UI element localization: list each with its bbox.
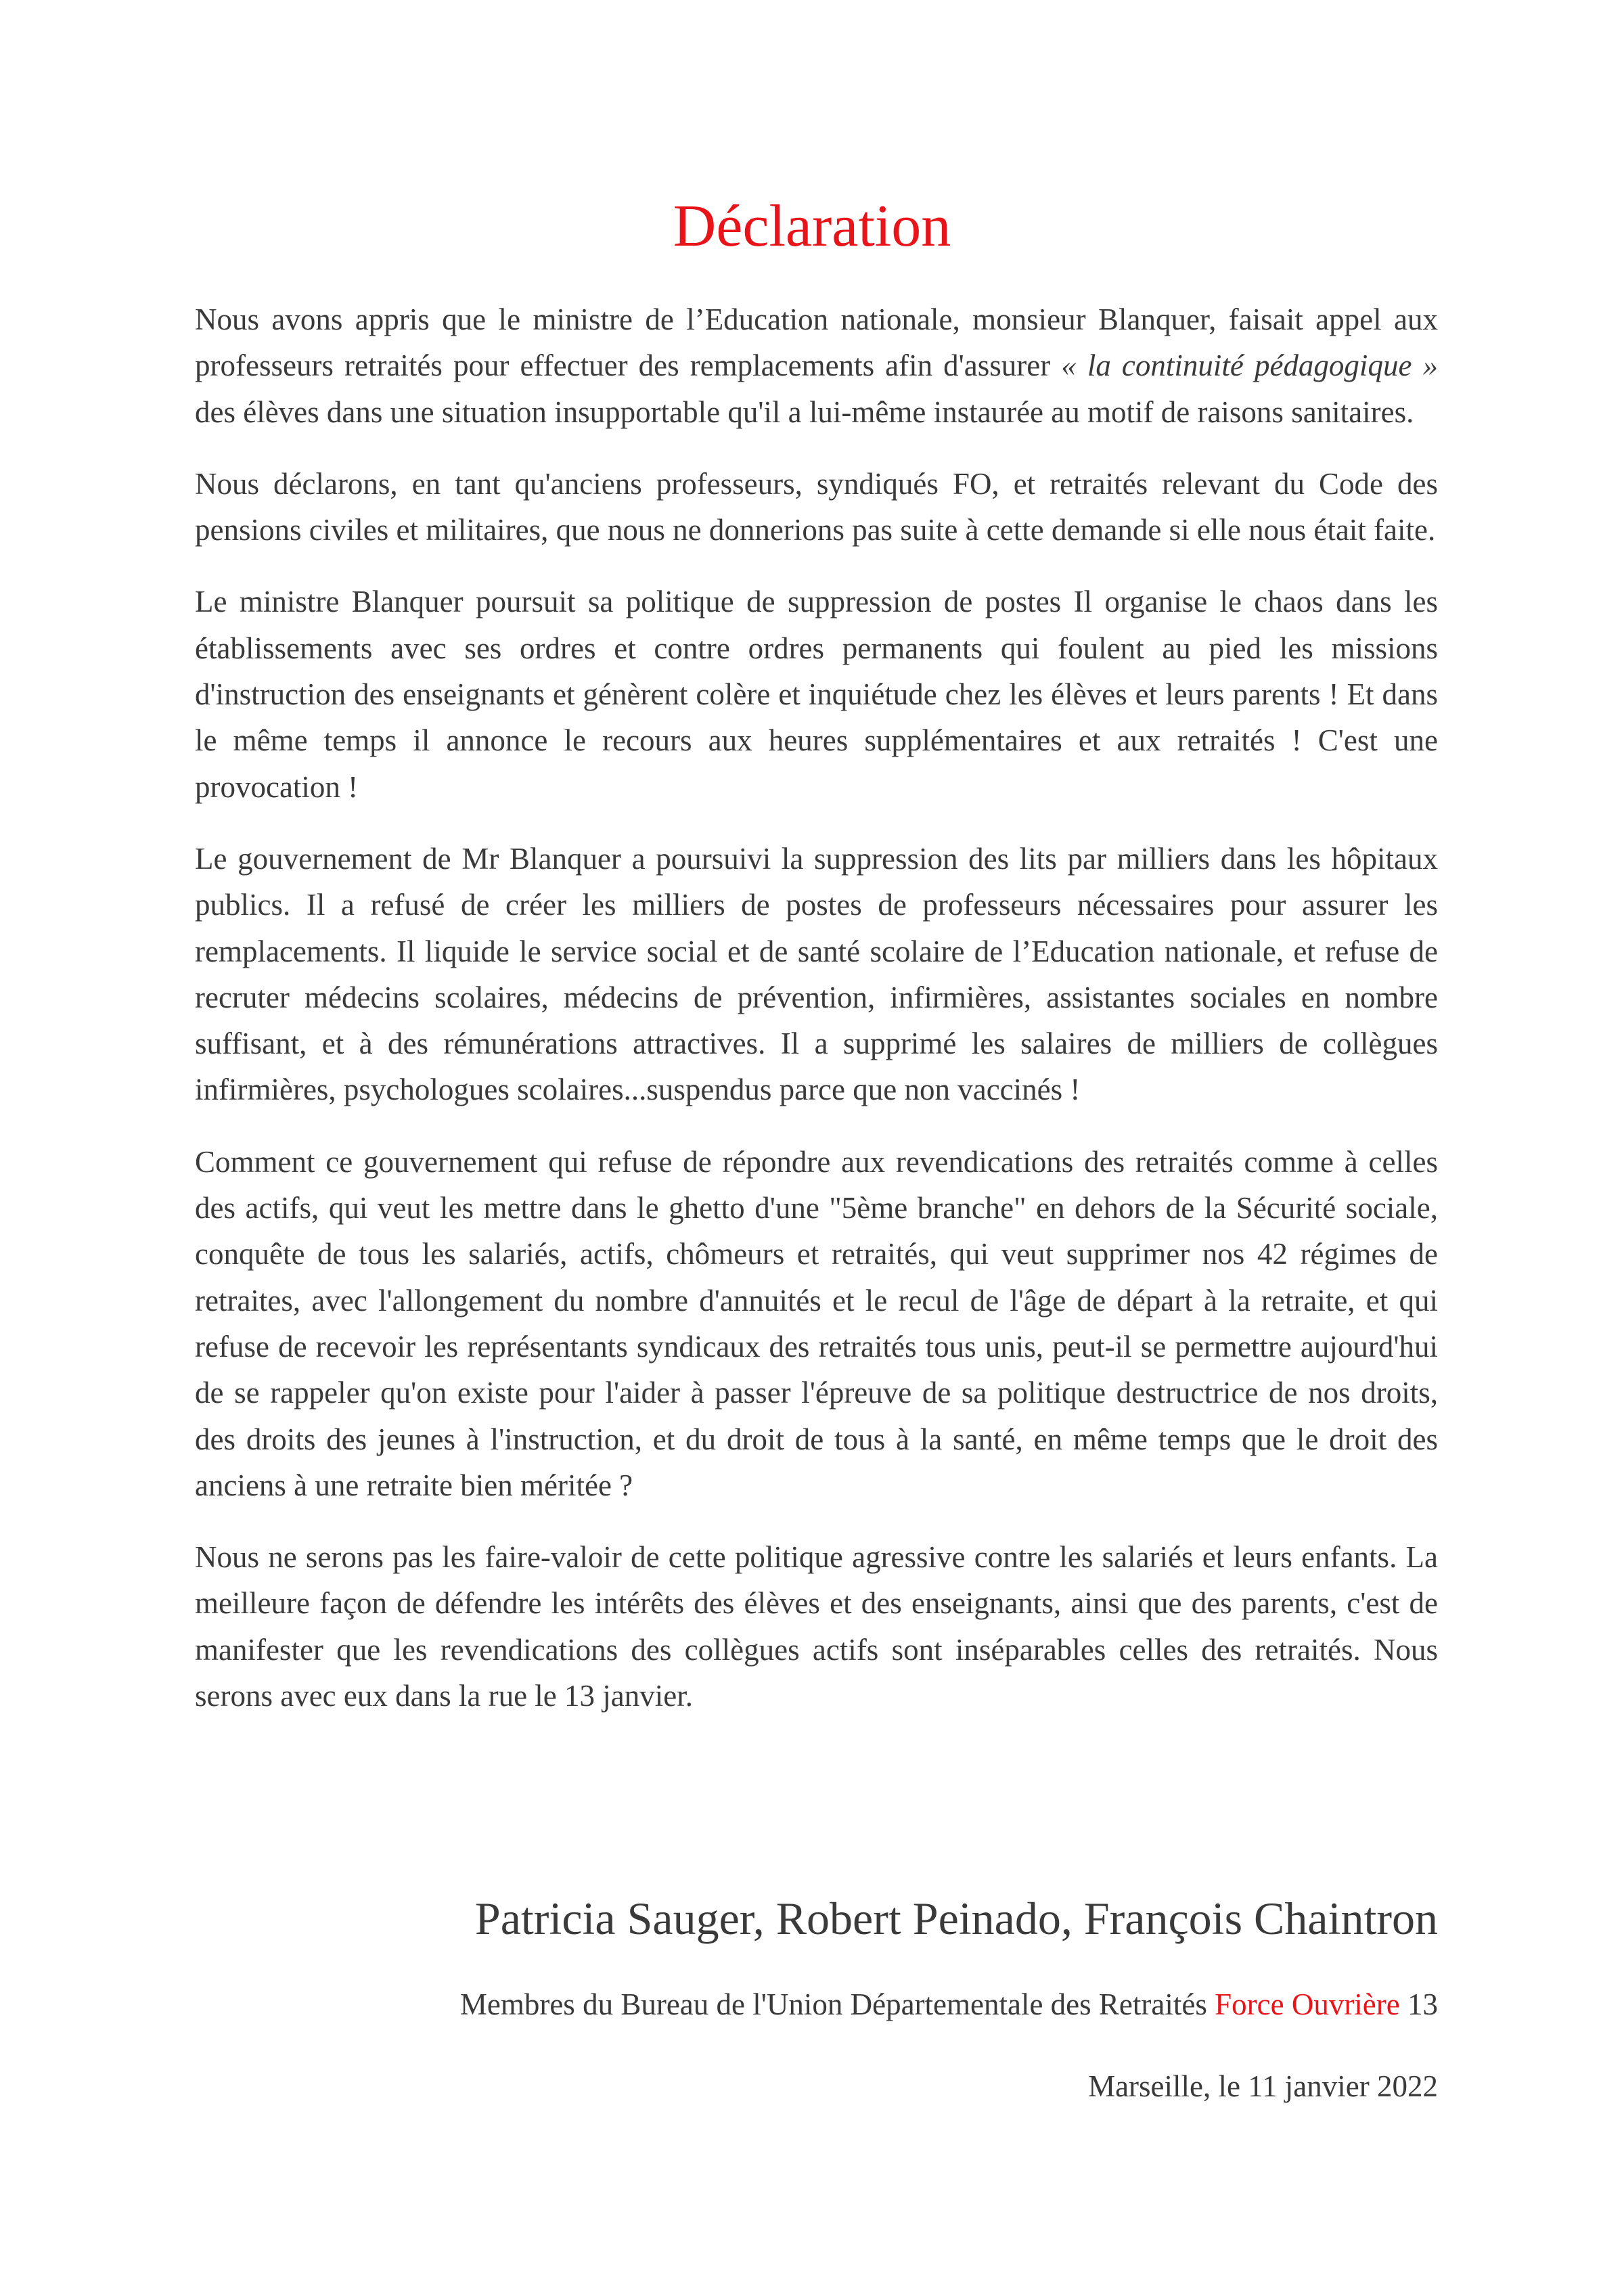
paragraph-1-text-end: des élèves dans une situation insupportable qu'il a lui-même instaurée au motif de raisons sanitaires. — [195, 395, 1414, 429]
union-name: Force Ouvrière — [1215, 1987, 1400, 2021]
paragraph-1-quote: « la continuité pédagogique » — [1061, 348, 1438, 383]
paragraph-1-text-start: Nous avons appris que le ministre de l’Education nationale, monsieur Blanquer, faisait appel aux professeurs retraités pour effectuer des remplacements afin d'assurer — [195, 302, 1438, 383]
paragraph-4: Le gouvernement de Mr Blanquer a poursuivi la suppression des lits par milliers dans les hôpitaux publics. Il a refusé de créer les milliers de postes de professeurs nécessaires pour assurer les remplacements. Il liquide le service social et de santé scolaire de l’Education nationale, et refuse de recruter médecins scolaires, médecins de prévention, infirmières, assistantes sociales en nombre suffisant, et à des rémunérations attractives. Il a supprimé les salaires de milliers de collègues infirmières, psychologues scolaires...suspendus parce que non vaccinés ! — [195, 841, 1438, 1107]
membership-line — [195, 1984, 1438, 2025]
document-body — [195, 296, 1438, 1744]
paragraph-5: Comment ce gouvernement qui refuse de répondre aux revendications des retraités comme à celles des actifs, qui veut les mettre dans le ghetto d'une "5ème branche" en dehors de la Sécurité sociale, conquête de tous les salariés, actifs, chômeurs et retraités, qui veut supprimer nos 42 régimes de retraites, avec l'allongement du nombre d'annuités et le recul de l'âge de départ à la retraite, et qui refuse de recevoir les représentants syndicaux des retraités tous unis, peut-il se permettre aujourd'hui de se rappeler qu'on existe pour l'aider à passer l'épreuve de sa politique destructrice de nos droits, des droits des jeunes à l'instruction, et du droit de tous à la santé, en même temps que le droit des anciens à une retraite bien méritée ? — [195, 1144, 1438, 1502]
membership-prefix: Membres du Bureau de l'Union Départementale des Retraités — [459, 1987, 1215, 2021]
document-title: Déclaration — [673, 194, 951, 259]
paragraph-1 — [195, 296, 1438, 435]
paragraph-3: Le ministre Blanquer poursuit sa politique de suppression de postes Il organise le chaos dans les établissements avec ses ordres et contre ordres permanents qui foulent au pied les missions d'instruction des enseignants et génèrent colère et inquiétude chez les élèves et leurs parents ! Et dans le même temps il annonce le recours aux heures supplémentaires et aux retraités ! C'est une provocation ! — [195, 585, 1438, 804]
place-and-date: Marseille, le 11 janvier 2022 — [1088, 2069, 1438, 2103]
signatories: Patricia Sauger, Robert Peinado, François Chaintron — [474, 1893, 1438, 1944]
membership-suffix: 13 — [1399, 1987, 1438, 2021]
paragraph-2: Nous déclarons, en tant qu'anciens professeurs, syndiqués FO, et retraités relevant du Code des pensions civiles et militaires, que nous ne donnerions pas suite à cette demande si elle nous était faite. — [195, 466, 1438, 547]
paragraph-6: Nous ne serons pas les faire-valoir de cette politique agressive contre les salariés et leurs enfants. La meilleure façon de défendre les intérêts des élèves et des enseignants, ainsi que des parents, c'est de manifester que les revendications des collègues actifs sont inséparables celles des retraités. Nous serons avec eux dans la rue le 13 janvier. — [195, 1540, 1438, 1713]
